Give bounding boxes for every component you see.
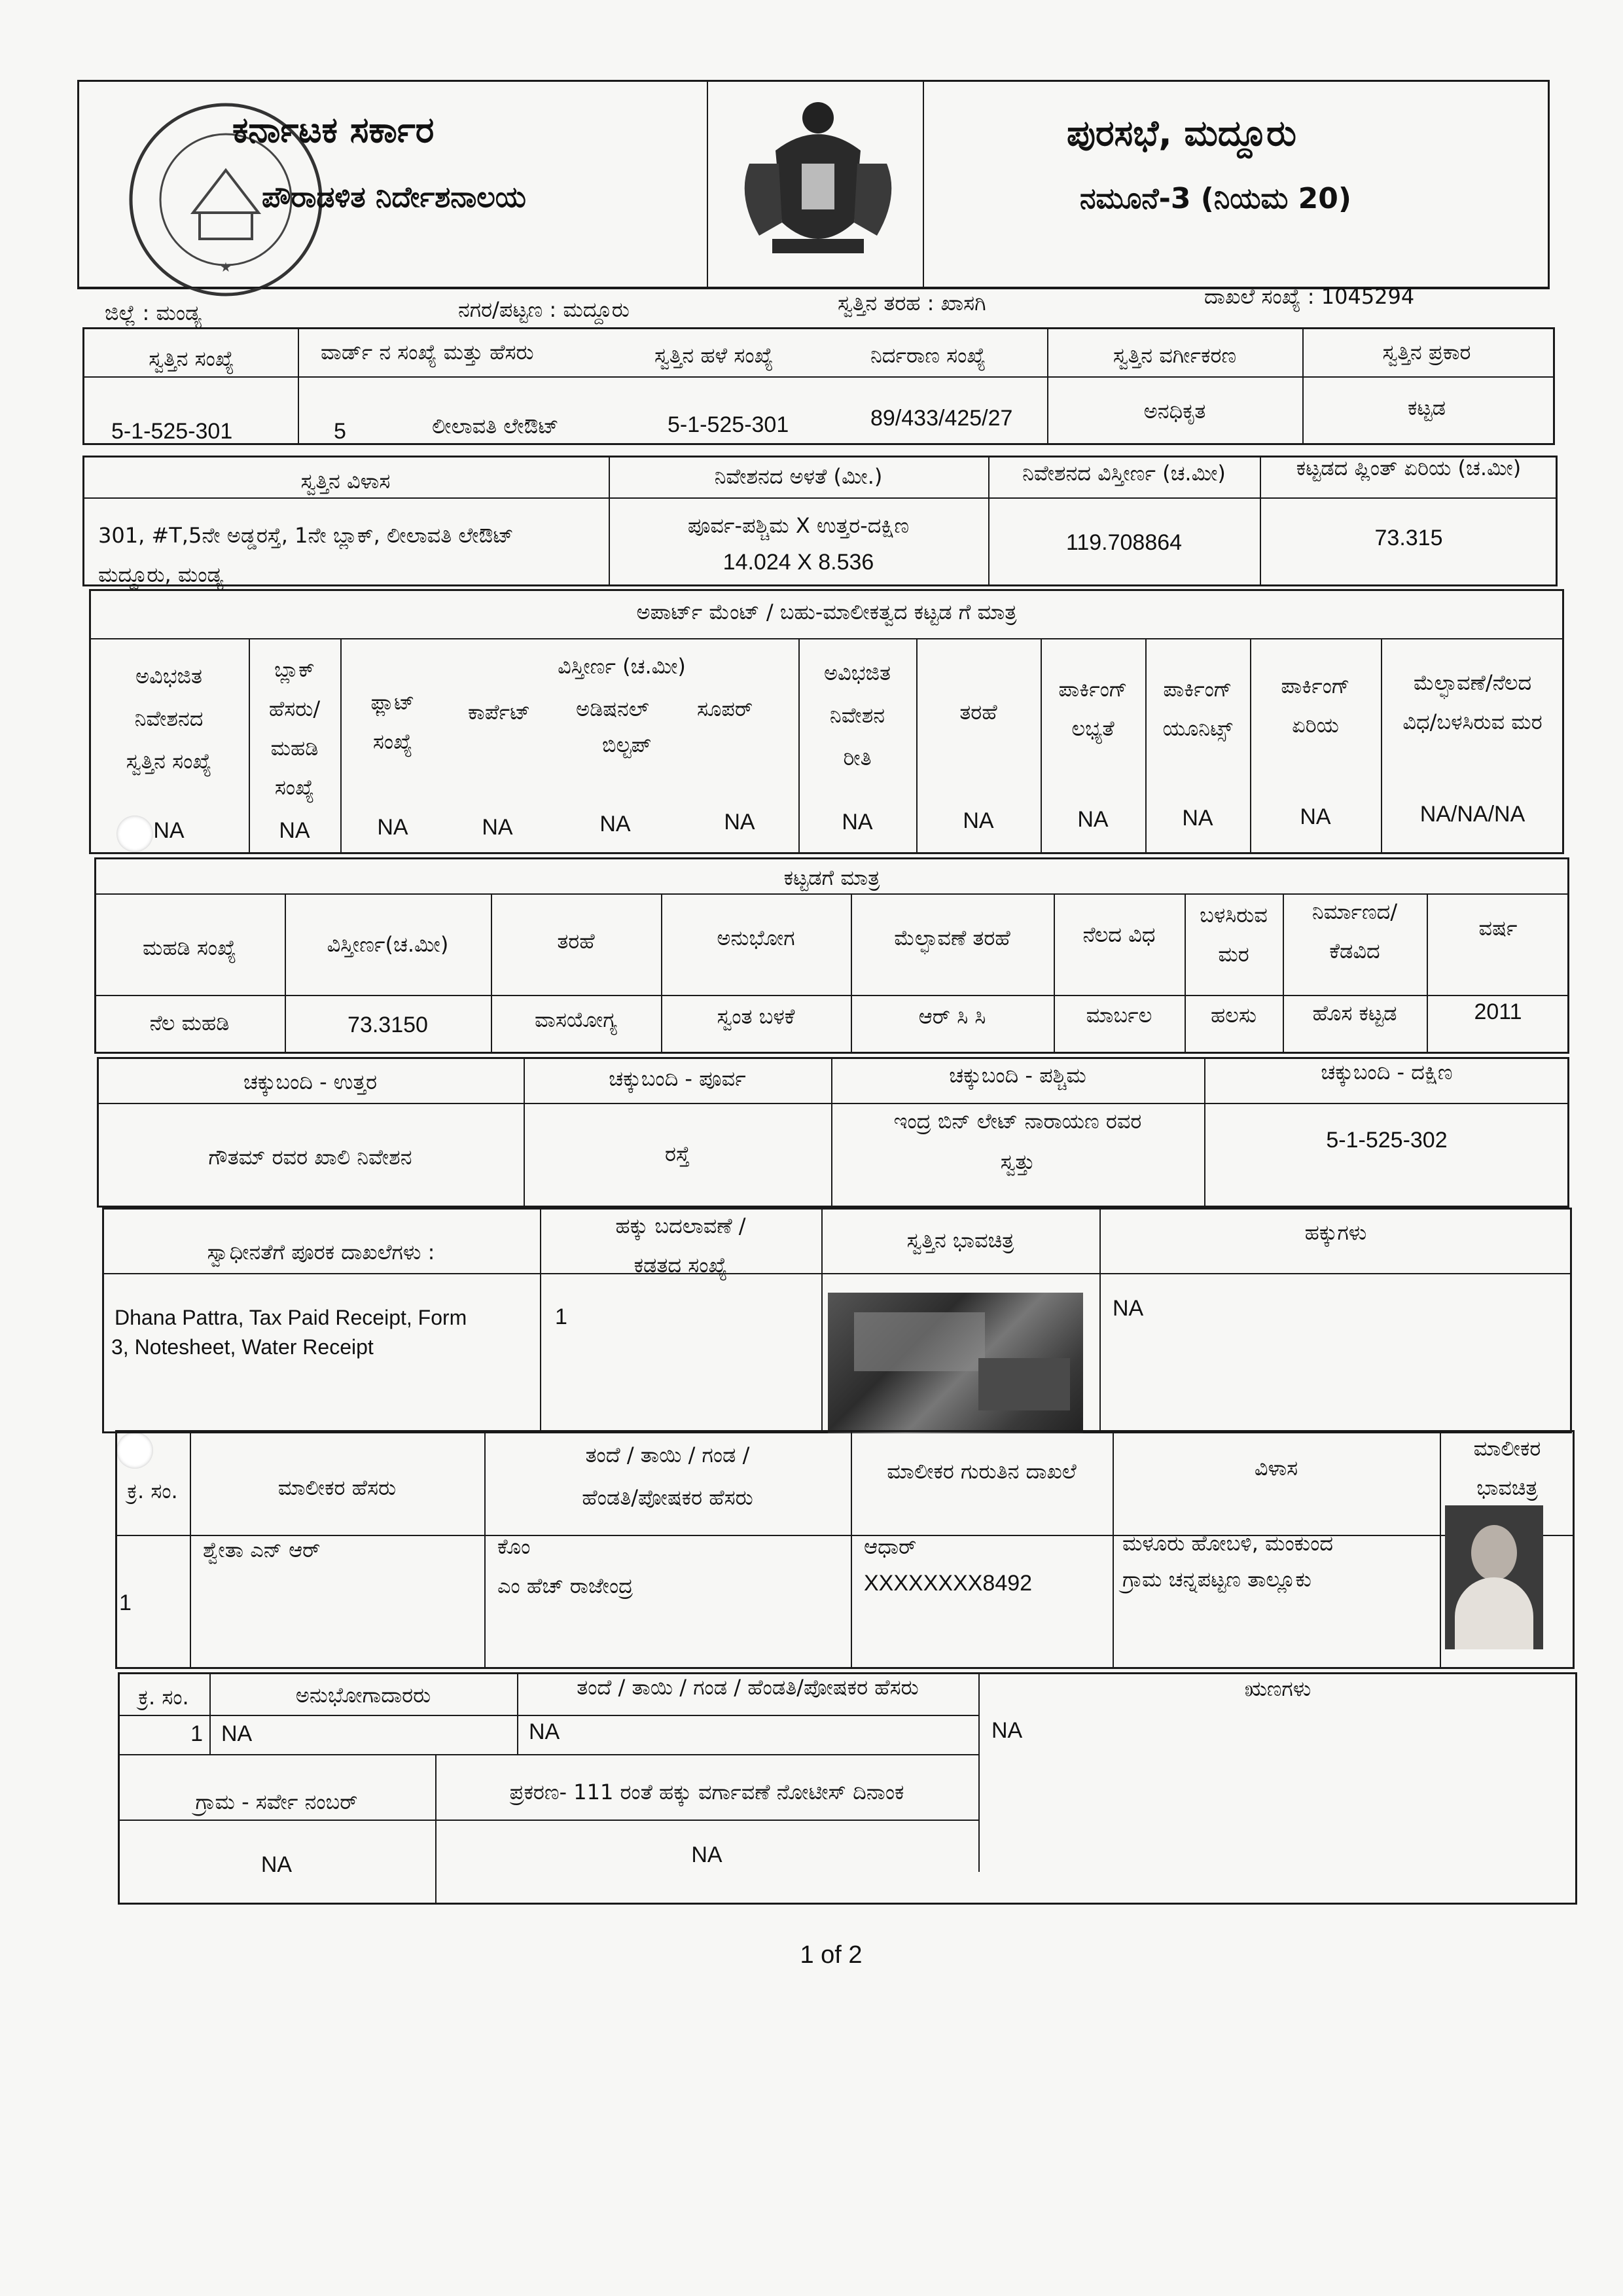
hdr-block-2: ಹೆಸರು/ bbox=[268, 696, 321, 721]
occupant-sl: 1 bbox=[190, 1721, 203, 1746]
hdr-owner-photo-1: ಮಾಲೀಕರ bbox=[1473, 1436, 1541, 1461]
apt-type: NA bbox=[963, 808, 994, 833]
hdr-block-1: ಬ್ಲಾಕ್ bbox=[274, 657, 315, 682]
owner-relation-label: ಕೊಂ bbox=[497, 1534, 531, 1559]
hdr-docs: ಸ್ವಾಧೀನತೆಗೆ ಪೂರಕ ದಾಖಲೆಗಳು : bbox=[207, 1240, 435, 1265]
hdr-block-4: ಸಂಖ್ಯೆ bbox=[274, 775, 315, 800]
hdr-address: ಸ್ವತ್ತಿನ ವಿಳಾಸ bbox=[300, 469, 391, 493]
occupant-name: NA bbox=[221, 1721, 253, 1746]
property-no: 5-1-525-301 bbox=[111, 419, 233, 444]
notice-date: NA bbox=[691, 1842, 722, 1867]
hdr-occupant: ಅನುಭೋಗಾದಾರರು bbox=[295, 1683, 431, 1708]
hdr-undivided-3: ಸ್ವತ್ತಿನ ಸಂಖ್ಯೆ bbox=[126, 749, 212, 774]
old-property-no: 5-1-525-301 bbox=[668, 412, 789, 437]
apartment-title: ಅಪಾರ್ಟ್ ಮೆಂಟ್ / ಬಹು-ಮಾಲೀಕತ್ವದ ಕಟ್ಟಡ ಗೆ ಮಾತ್ರ bbox=[636, 600, 1017, 624]
hdr-plinth-area: ಕಟ್ಟಡದ ಪ್ಲಿಂತ್ ಏರಿಯ (ಚ.ಮೀ) bbox=[1296, 456, 1522, 480]
hdr-undivided-1: ಅವಿಭಜಿತ bbox=[135, 664, 203, 689]
hdr-property-no: ಸ್ವತ್ತಿನ ಸಂಖ್ಯೆ bbox=[149, 346, 234, 371]
apt-flat: NA bbox=[377, 815, 408, 840]
north-value: ಗೌತಮ್ ರವರ ಖಾಲಿ ನಿವೇಶನ bbox=[208, 1145, 412, 1170]
hdr-rights-change-2: ಕಡತದ ಸಂಖ್ಯೆ bbox=[633, 1253, 728, 1278]
hdr-east: ಚಕ್ಕುಬಂದಿ - ಪೂರ್ವ bbox=[609, 1066, 746, 1091]
hdr-construction-1: ನಿರ್ಮಾಣದ/ bbox=[1311, 899, 1398, 924]
hdr-floor: ಮಹಡಿ ಸಂಖ್ಯೆ bbox=[142, 935, 237, 960]
hdr-bldg-type: ತರಹೆ bbox=[557, 929, 595, 954]
docs-line2: 3, Notesheet, Water Receipt bbox=[111, 1335, 374, 1359]
west-value-1: ಇಂದ್ರ ಬಿನ್ ಲೇಟ್ ನಾರಾಯಣ ರವರ bbox=[893, 1109, 1142, 1134]
rights-value: NA bbox=[1113, 1296, 1144, 1321]
floor-type-value: ಮಾರ್ಬಲ bbox=[1086, 1003, 1152, 1028]
hdr-undiv-site-3: ರೀತಿ bbox=[843, 745, 872, 770]
hdr-floor-type: ನೆಲದ ವಿಧ bbox=[1082, 922, 1156, 947]
owner-name: ಶ್ವೇತಾ ಎನ್ ಆರ್ bbox=[203, 1537, 321, 1562]
hdr-south: ಚಕ್ಕುಬಂದಿ - ದಕ್ಷಿಣ bbox=[1321, 1060, 1453, 1085]
apt-parking-area: NA bbox=[1300, 804, 1331, 829]
hdr-wood-2: ಮರ bbox=[1218, 942, 1249, 967]
hdr-parking-units-1: ಪಾರ್ಕಿಂಗ್ bbox=[1163, 677, 1232, 702]
dimension-value: 14.024 X 8.536 bbox=[722, 550, 874, 575]
svg-text:★: ★ bbox=[220, 259, 232, 275]
municipality-name: ಪುರಸಭೆ, ಮದ್ದೂರು bbox=[1067, 113, 1296, 154]
apt-block: NA bbox=[279, 818, 310, 843]
bldg-area-value: 73.3150 bbox=[348, 1013, 428, 1037]
owner-id-no: XXXXXXXX8492 bbox=[864, 1571, 1033, 1596]
owner-photo bbox=[1445, 1505, 1543, 1649]
west-value-2: ಸ್ವತ್ತು bbox=[1000, 1149, 1035, 1174]
hdr-north: ಚಕ್ಕುಬಂದಿ - ಉತ್ತರ bbox=[243, 1069, 378, 1094]
apt-parking-avail: NA bbox=[1077, 807, 1109, 832]
hdr-construction-2: ಕೆಡವಿದ bbox=[1329, 939, 1380, 963]
hdr-parking-area-1: ಪಾರ್ಕಿಂಗ್ bbox=[1281, 673, 1350, 698]
building-title: ಕಟ್ಟಡಗೆ ಮಾತ್ರ bbox=[783, 865, 880, 890]
hdr-year: ವರ್ಷ bbox=[1478, 916, 1518, 941]
construction-value: ಹೊಸ ಕಟ್ಟಡ bbox=[1312, 1001, 1397, 1026]
owner-sl: 1 bbox=[119, 1590, 132, 1615]
address-line1: 301, #T,5ನೇ ಅಡ್ಡರಸ್ತೆ, 1ನೇ ಬ್ಲಾಕ್, ಲೀಲಾವತಿ ಲೇಔಟ್ bbox=[98, 523, 514, 548]
hdr-liabilities: ಋಣಗಳು bbox=[1244, 1676, 1311, 1701]
hdr-owner-name: ಮಾಲೀಕರ ಹೆಸರು bbox=[277, 1475, 397, 1500]
hdr-bldg-area: ವಿಸ್ತೀರ್ಣ(ಚ.ಮೀ) bbox=[327, 932, 449, 957]
hdr-owner-id: ಮಾಲೀಕರ ಗುರುತಿನ ದಾಖಲೆ bbox=[887, 1459, 1077, 1484]
south-value: 5-1-525-302 bbox=[1326, 1128, 1448, 1153]
hdr-roof-2: ವಿಧ/ಬಳಸಿರುವ ಮರ bbox=[1402, 709, 1543, 734]
hdr-block-3: ಮಹಡಿ bbox=[270, 736, 319, 761]
classification: ಅನಧಿಕೃತ bbox=[1143, 399, 1206, 423]
apt-super: NA bbox=[724, 810, 755, 834]
apt-roof: NA/NA/NA bbox=[1419, 802, 1525, 827]
owner-address-2: ಗ್ರಾಮ ಚನ್ನಪಟ್ಟಣ ತಾಲ್ಲೂಕು bbox=[1122, 1567, 1311, 1592]
site-area: 119.708864 bbox=[1065, 530, 1183, 555]
roof-type-value: ಆರ್ ಸಿ ಸಿ bbox=[918, 1004, 986, 1029]
hdr-owner-relation-1: ತಂದೆ / ತಾಯಿ / ಗಂಡ / bbox=[585, 1443, 750, 1467]
apt-parking-units: NA bbox=[1182, 806, 1213, 831]
hdr-additional-1: ಅಡಿಷನಲ್ bbox=[576, 696, 649, 721]
hdr-west: ಚಕ್ಕುಬಂದಿ - ಪಶ್ಚಿಮ bbox=[949, 1063, 1086, 1088]
page-number: 1 of 2 bbox=[800, 1941, 863, 1969]
owner-relation-name: ಎಂ ಹೆಚ್ ರಾಜೇಂದ್ರ bbox=[497, 1573, 633, 1598]
property-type-value: ಕಟ್ಟಡ bbox=[1408, 395, 1446, 420]
hdr-flat-2: ಸಂಖ್ಯೆ bbox=[372, 729, 413, 754]
town: ನಗರ/ಪಟ್ಟಣ : ಮದ್ದೂರು bbox=[458, 297, 630, 322]
ward-no: 5 bbox=[334, 419, 346, 444]
hdr-site-area: ನಿವೇಶನದ ವಿಸ್ತೀರ್ಣ (ಚ.ಮೀ) bbox=[1022, 461, 1226, 486]
hdr-assessment: ನಿರ್ದರಾಣ ಸಂಖ್ಯೆ bbox=[870, 343, 986, 368]
hdr-owner-sl: ಕ್ರ. ಸಂ. bbox=[127, 1479, 178, 1503]
hdr-type: ಸ್ವತ್ತಿನ ಪ್ರಕಾರ bbox=[1382, 340, 1471, 365]
dimension-label: ಪೂರ್ವ-ಪಶ್ಚಿಮ X ಉತ್ತರ-ದಕ್ಷಿಣ bbox=[687, 513, 910, 538]
hdr-apt-type: ತರಹೆ bbox=[959, 700, 997, 725]
apt-undiv-site: NA bbox=[842, 810, 873, 834]
hdr-classification: ಸ್ವತ್ತಿನ ವರ್ಗೀಕರಣ bbox=[1113, 343, 1237, 368]
survey-no: NA bbox=[260, 1852, 293, 1877]
apt-undivided: NA bbox=[153, 818, 185, 843]
file-no: 1 bbox=[555, 1304, 567, 1329]
apt-additional: NA bbox=[599, 812, 631, 836]
hdr-roof-1: ಮೆಲ್ಛಾವಣೆ/ನೆಲದ bbox=[1413, 670, 1532, 695]
hdr-parking-units-2: ಯೂನಿಟ್ಸ್ bbox=[1162, 716, 1233, 741]
wood-value: ಹಲಸು bbox=[1210, 1003, 1257, 1028]
hdr-undivided-2: ನಿವೇಶನದ bbox=[134, 706, 204, 731]
plinth-area: 73.315 bbox=[1374, 526, 1443, 550]
record-number: ದಾಖಲೆ ಸಂಖ್ಯೆ : 1045294 bbox=[1204, 284, 1415, 309]
floor-value: ನೆಲ ಮಹಡಿ bbox=[149, 1011, 230, 1035]
owner-id-type: ಆಧಾರ್ bbox=[864, 1534, 917, 1559]
hdr-owner-address: ವಿಳಾಸ bbox=[1254, 1456, 1298, 1480]
property-photo bbox=[828, 1293, 1083, 1433]
hdr-rights-change-1: ಹಕ್ಕು ಬದಲಾವಣೆ / bbox=[615, 1213, 746, 1238]
hdr-flat-1: ಫ್ಲಾಟ್ bbox=[370, 690, 415, 715]
hdr-survey: ಗ್ರಾಮ - ಸರ್ವೇ ನಂಬರ್ bbox=[195, 1789, 358, 1814]
bldg-type-value: ವಾಸಯೋಗ್ಯ bbox=[535, 1007, 617, 1032]
hdr-owner-relation-2: ಹೆಂಡತಿ/ಪೋಷಕರ ಹೆಸರು bbox=[582, 1485, 753, 1510]
hdr-occupant-sl: ಕ್ರ. ಸಂ. bbox=[138, 1685, 189, 1710]
occupant-relation: NA bbox=[529, 1719, 560, 1744]
hdr-property-photo: ಸ್ವತ್ತಿನ ಭಾವಚಿತ್ರ bbox=[906, 1228, 1014, 1253]
year-value: 2011 bbox=[1474, 999, 1522, 1024]
east-value: ರಸ್ತೆ bbox=[665, 1141, 690, 1166]
hdr-usage: ಅನುಭೋಗ bbox=[717, 925, 795, 950]
owner-address-1: ಮಳೂರು ಹೋಬಳಿ, ಮಂಕುಂದ bbox=[1122, 1531, 1334, 1556]
hdr-additional-2: ಬಿಲ್ಟಪ್ bbox=[602, 732, 652, 757]
dept-title: ಪೌರಾಡಳಿತ ನಿರ್ದೇಶನಾಲಯ bbox=[262, 181, 526, 214]
hdr-occupant-relation: ತಂದೆ / ತಾಯಿ / ಗಂಡ / ಹೆಂಡತಿ/ಪೋಷಕರ ಹೆಸರು bbox=[577, 1675, 919, 1700]
hdr-area: ವಿಸ್ತೀರ್ಣ (ಚ.ಮೀ) bbox=[558, 654, 686, 679]
district: ಜಿಲ್ಲೆ : ಮಂಡ್ಯ bbox=[105, 300, 202, 325]
hdr-parking-area-2: ಏರಿಯ bbox=[1292, 713, 1339, 738]
hdr-carpet: ಕಾರ್ಪೆಟ್ bbox=[468, 700, 531, 725]
address-line2: ಮದ್ದೂರು, ಮಂಡ್ಯ bbox=[98, 562, 224, 587]
property-type: ಸ್ವತ್ತಿನ ತರಹ : ಖಾಸಗಿ bbox=[838, 291, 986, 315]
hdr-super: ಸೂಪರ್ bbox=[697, 696, 753, 721]
hdr-rights: ಹಕ್ಕುಗಳು bbox=[1304, 1220, 1367, 1245]
usage-value: ಸ್ವಂತ ಬಳಕೆ bbox=[717, 1004, 795, 1029]
hdr-notice: ಪ್ರಕರಣ- 111 ರಂತೆ ಹಕ್ಕು ವರ್ಗಾವಣೆ ನೋಟೀಸ್ ದಿನಾಂಕ bbox=[509, 1780, 904, 1804]
hdr-ward: ವಾರ್ಡ್ ನ ಸಂಖ್ಯೆ ಮತ್ತು ಹೆಸರು bbox=[321, 340, 534, 365]
assessment-no: 89/433/425/27 bbox=[870, 406, 1013, 431]
hdr-undiv-site-2: ನಿವೇಶನ bbox=[829, 703, 885, 728]
hdr-wood-1: ಬಳಸಿರುವ bbox=[1200, 903, 1268, 927]
hdr-owner-photo-2: ಭಾವಚಿತ್ರ bbox=[1476, 1475, 1538, 1500]
form-name: ನಮೂನೆ-3 (ನಿಯಮ 20) bbox=[1080, 182, 1351, 215]
hdr-parking-avail-1: ಪಾರ್ಕಿಂಗ್ bbox=[1058, 677, 1128, 702]
docs-line1: Dhana Pattra, Tax Paid Receipt, Form bbox=[115, 1306, 467, 1329]
ward-name: ಲೀಲಾವತಿ ಲೇಔಟ್ bbox=[432, 414, 559, 439]
org-title: ಕರ್ನಾಟಕ ಸರ್ಕಾರ bbox=[232, 109, 435, 151]
apt-carpet: NA bbox=[482, 815, 513, 840]
hdr-dimension: ನಿವೇಶನದ ಅಳತೆ (ಮೀ.) bbox=[714, 464, 883, 489]
hdr-roof-type: ಮೆಲ್ಛಾವಣೆ ತರಹೆ bbox=[894, 925, 1010, 950]
state-emblem-icon bbox=[723, 92, 913, 268]
hdr-undiv-site-1: ಅವಿಭಜಿತ bbox=[823, 660, 891, 685]
hdr-parking-avail-2: ಲಭ್ಯತೆ bbox=[1071, 716, 1115, 741]
liabilities-value: NA bbox=[991, 1718, 1023, 1743]
hdr-old-no: ಸ್ವತ್ತಿನ ಹಳೆ ಸಂಖ್ಯೆ bbox=[654, 343, 774, 368]
